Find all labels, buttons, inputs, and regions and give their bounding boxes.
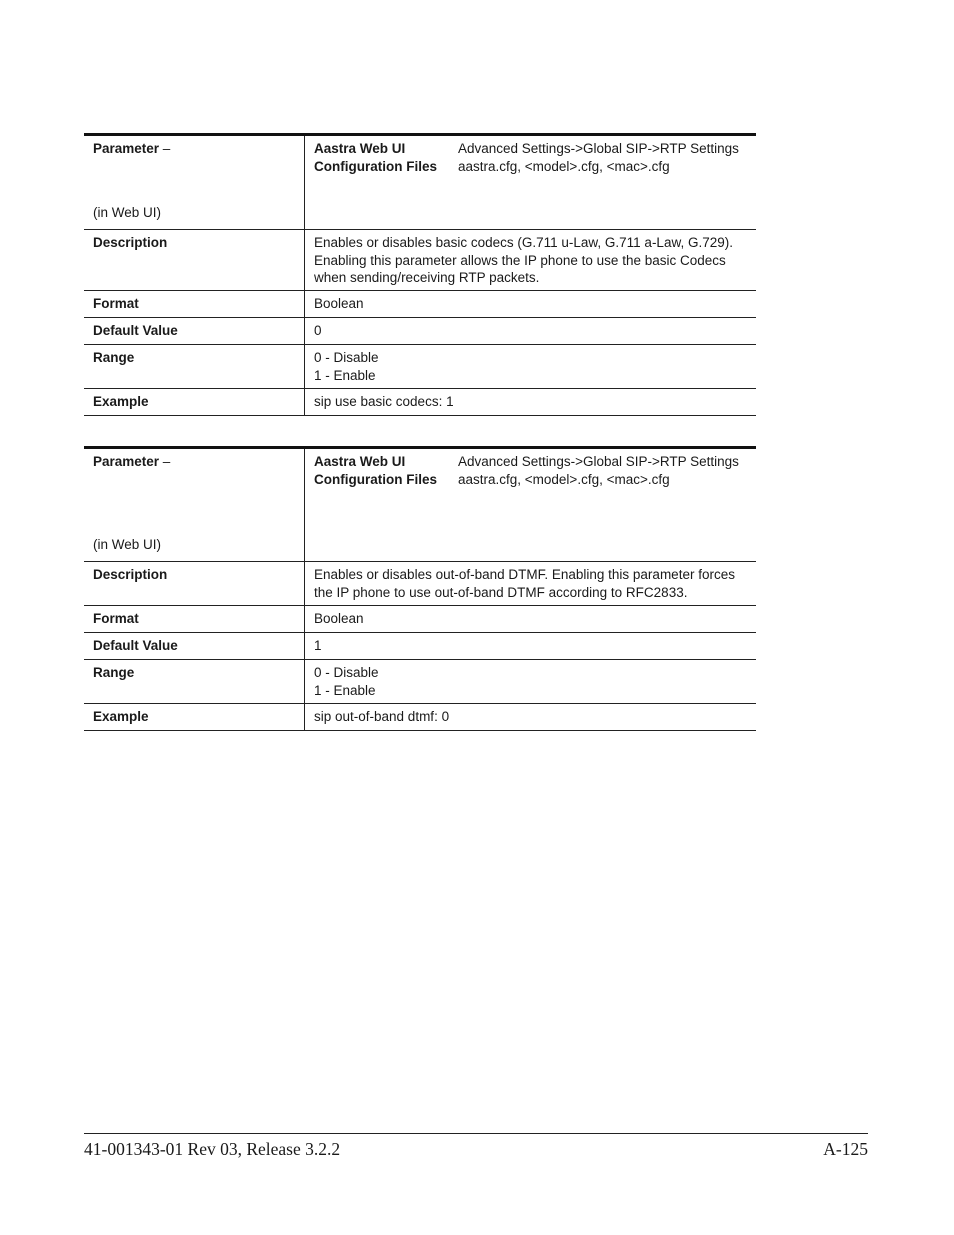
- range-option: 1 - Enable: [314, 682, 376, 698]
- range-option: 1 - Enable: [314, 367, 376, 383]
- description-value: Enables or disables basic codecs (G.711 u-Law, G.711 a-Law, G.729). Enabling this parameter allows the IP phone to use the basic Codecs when sending/receiving RTP packets.: [314, 235, 733, 285]
- document-id: 41-001343-01 Rev 03, Release 3.2.2: [84, 1139, 341, 1159]
- parameter-location-cell: [305, 448, 757, 562]
- table-row: [84, 660, 756, 704]
- range-value: [305, 345, 757, 389]
- table-row: [84, 633, 756, 660]
- format-label: Format: [84, 291, 305, 318]
- format-value: Boolean: [314, 296, 364, 311]
- range-option: 0 - Disable: [314, 350, 379, 365]
- table-row: [84, 389, 756, 416]
- in-web-ui-note: (in Web UI): [93, 204, 162, 220]
- format-value: Boolean: [314, 611, 364, 626]
- table-row: [84, 318, 756, 345]
- parameter-table-basic-codecs: [84, 133, 756, 416]
- table-row: [84, 606, 756, 633]
- parameter-cell: [84, 135, 305, 230]
- parameter-label: Parameter: [93, 141, 160, 156]
- table-row: [84, 291, 756, 318]
- config-files-key: Configuration Files: [314, 471, 437, 487]
- example-label: Example: [84, 704, 305, 731]
- description-label: Description: [84, 230, 305, 291]
- example-value: sip out-of-band dtmf: 0: [314, 709, 450, 724]
- parameter-dash: –: [159, 141, 171, 156]
- description-label: Description: [84, 562, 305, 606]
- parameter-location-cell: [305, 135, 757, 230]
- page-footer: [84, 1133, 868, 1160]
- table-row: [84, 704, 756, 731]
- web-ui-key: Aastra Web UI: [314, 141, 406, 156]
- default-value-label: Default Value: [84, 318, 305, 345]
- range-value: [305, 660, 757, 704]
- table-row: [84, 230, 756, 291]
- default-value-label: Default Value: [84, 633, 305, 660]
- table-row: [84, 345, 756, 389]
- parameter-table-out-of-band-dtmf: [84, 446, 756, 731]
- config-files-key: Configuration Files: [314, 158, 437, 174]
- example-value: sip use basic codecs: 1: [314, 394, 454, 409]
- format-label: Format: [84, 606, 305, 633]
- web-ui-path: Advanced Settings->Global SIP->RTP Settings: [458, 454, 739, 469]
- parameter-cell: [84, 448, 305, 562]
- parameter-dash: –: [159, 454, 171, 469]
- range-option: 0 - Disable: [314, 665, 379, 680]
- config-files-value: aastra.cfg, <model>.cfg, <mac>.cfg: [458, 471, 670, 487]
- in-web-ui-note: (in Web UI): [93, 536, 162, 552]
- page-number: A-125: [823, 1139, 868, 1159]
- table-row: [84, 135, 756, 230]
- table-row: [84, 562, 756, 606]
- parameter-label: Parameter: [93, 454, 160, 469]
- web-ui-key: Aastra Web UI: [314, 454, 406, 469]
- web-ui-path: Advanced Settings->Global SIP->RTP Settings: [458, 141, 739, 156]
- table-row: [84, 448, 756, 562]
- range-label: Range: [84, 660, 305, 704]
- description-value: Enables or disables out-of-band DTMF. Enabling this parameter forces the IP phone to use out-of-band DTMF according to RFC2833.: [314, 567, 735, 600]
- range-label: Range: [84, 345, 305, 389]
- config-files-value: aastra.cfg, <model>.cfg, <mac>.cfg: [458, 158, 670, 174]
- default-value: 1: [314, 638, 322, 653]
- default-value: 0: [314, 323, 322, 338]
- example-label: Example: [84, 389, 305, 416]
